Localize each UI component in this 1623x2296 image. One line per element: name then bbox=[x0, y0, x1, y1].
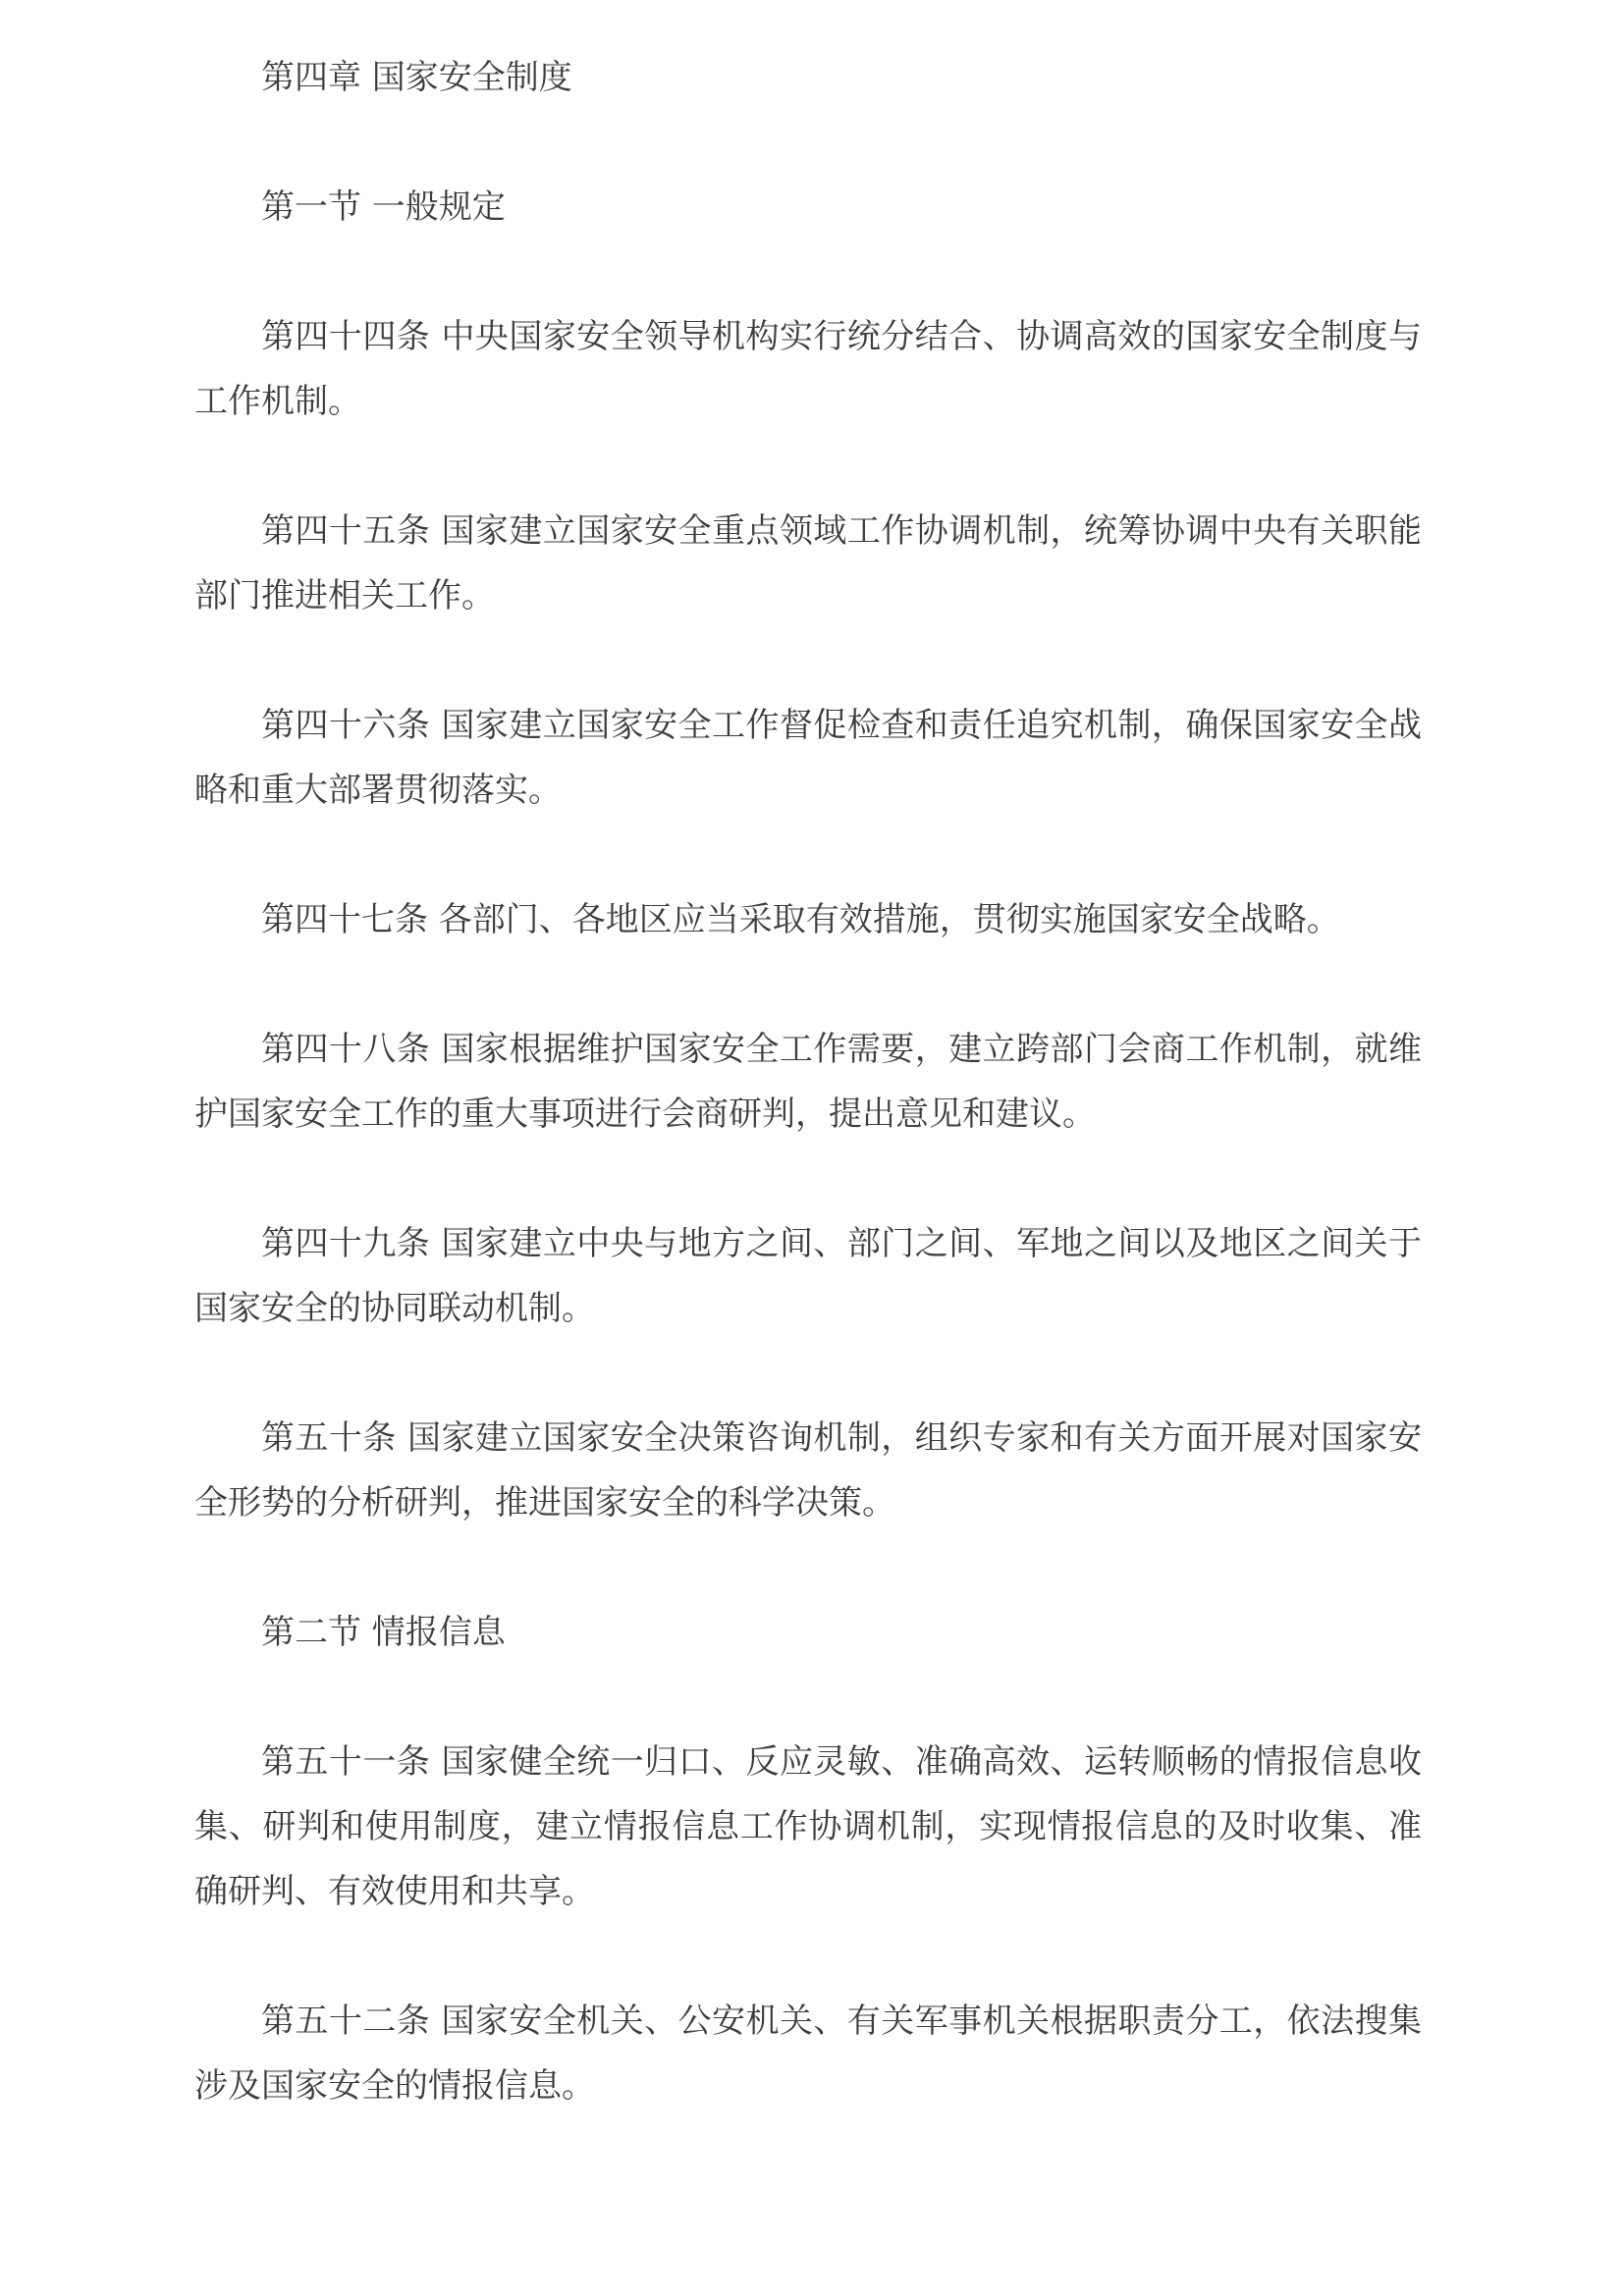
article-47: 第四十七条 各部门、各地区应当采取有效措施，贯彻实施国家安全战略。 bbox=[261, 900, 1340, 939]
article-49: 第四十九条 国家建立中央与地方之间、部门之间、军地之间以及地区之间关于国家安全的协同联动机制。 bbox=[194, 1224, 1422, 1328]
chapter-heading: 第四章 国家安全制度 bbox=[261, 58, 572, 97]
section-heading-general-provisions: 第一节 一般规定 bbox=[261, 187, 506, 227]
article-46: 第四十六条 国家建立国家安全工作督促检查和责任追究机制，确保国家安全战略和重大部署贯彻落实。 bbox=[194, 706, 1422, 810]
article-50: 第五十条 国家建立国家安全决策咨询机制，组织专家和有关方面开展对国家安全形势的分析研判，推进国家安全的科学决策。 bbox=[194, 1418, 1422, 1522]
article-48: 第四十八条 国家根据维护国家安全工作需要，建立跨部门会商工作机制，就维护国家安全工作的重大事项进行会商研判，提出意见和建议。 bbox=[194, 1030, 1422, 1134]
section-heading-intelligence-information: 第二节 情报信息 bbox=[261, 1613, 506, 1652]
article-44: 第四十四条 中央国家安全领导机构实行统分结合、协调高效的国家安全制度与工作机制。 bbox=[194, 317, 1422, 421]
document-content bbox=[194, 45, 1422, 2118]
article-52: 第五十二条 国家安全机关、公安机关、有关军事机关根据职责分工，依法搜集涉及国家安全的情报信息。 bbox=[194, 2002, 1422, 2106]
article-45: 第四十五条 国家建立国家安全重点领域工作协调机制，统筹协调中央有关职能部门推进相关工作。 bbox=[194, 511, 1422, 615]
article-51: 第五十一条 国家健全统一归口、反应灵敏、准确高效、运转顺畅的情报信息收集、研判和使用制度，建立情报信息工作协调机制，实现情报信息的及时收集、准确研判、有效使用和共享。 bbox=[194, 1742, 1422, 1911]
